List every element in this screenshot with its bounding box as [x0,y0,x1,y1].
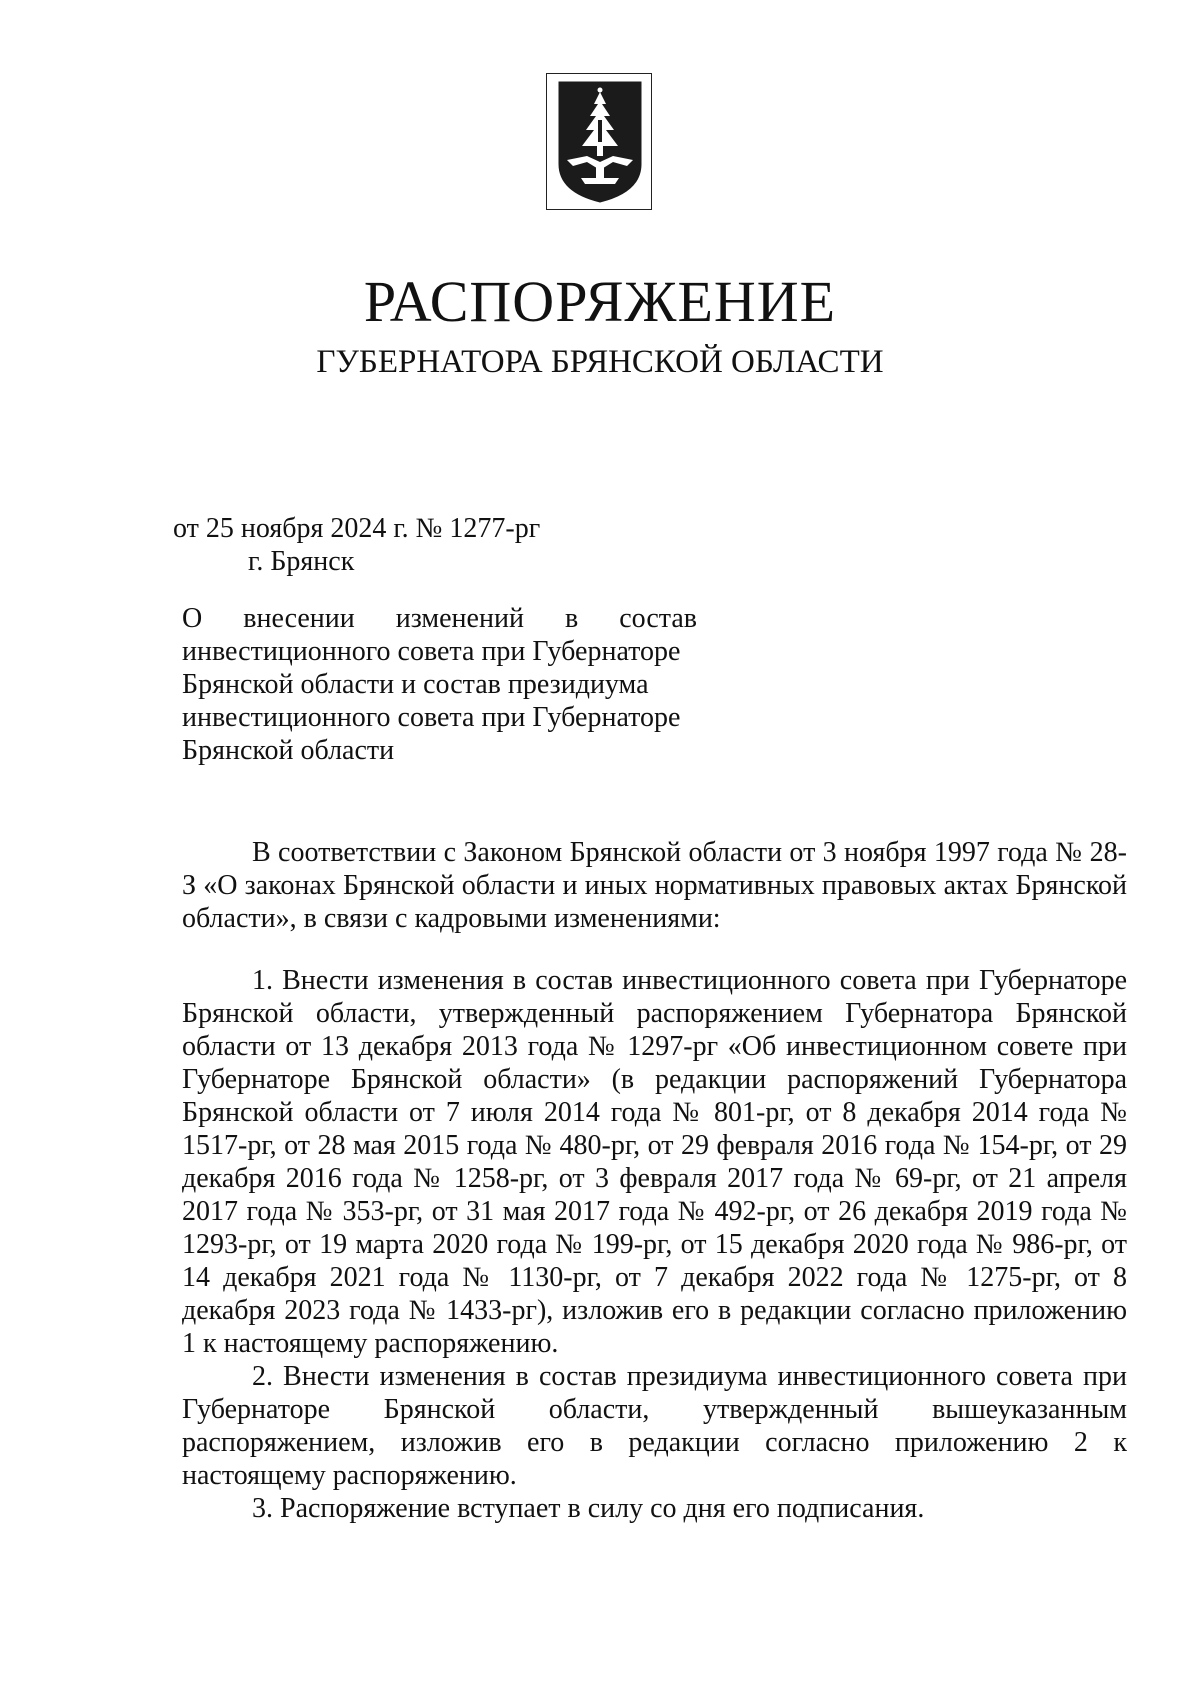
preamble-text: В соответствии с Законом Брянской области от 3 ноября 1997 года № 28-З «О законах Брянской области и иных нормативных правовых актах Брянской области», в связи с кадровыми изменениями: [182,837,1127,934]
heading-line: инвестиционного совета при Губернаторе [182,636,681,667]
order-item-3: 3. Распоряжение вступает в силу со дня его подписания. [252,1493,925,1524]
heading-line: инвестиционного совета при Губернаторе [182,702,681,733]
document-date-number: от 25 ноября 2024 г. № 1277-рг [173,513,541,544]
heading-line: О внесении изменений в состав [182,603,697,634]
order-item-1: 1. Внести изменения в состав инвестиционного совета при Губернаторе Брянской области, утвержденный распоряжением Губернатора Брянской области от 13 декабря 2013 года № 1297-рг «Об инвестиционном совете при Губернаторе Брянской области» (в редакции распоряжений Губернатора Брянской области от 7 июля 2014 года № 801-рг, от 8 декабря 2014 года № 1517-рг, от 28 мая 2015 года № 480-рг, от 29 февраля 2016 года № 154-рг, от 29 декабря 2016 года № 1258-рг, от 3 февраля 2017 года № 69-рг, от 21 апреля 2017 года № 353-рг, от 31 мая 2017 года № 492-рг, от 26 декабря 2019 года № 1293-рг, от 19 марта 2020 года № 199-рг, от 15 декабря 2020 года № 986-рг, от 14 декабря 2021 года № 1130-рг, от 7 декабря 2022 года № 1275-рг, от 8 декабря 2023 года № 1433-рг), изложив его в редакции согласно приложению 1 к настоящему распоряжению. [182,965,1127,1359]
coat-of-arms-icon [557,80,643,204]
heading-line: Брянской области [182,735,395,766]
document-title: РАСПОРЯЖЕНИЕ [363,269,837,334]
preamble [182,836,1127,935]
document-heading [182,602,697,767]
order-items [182,964,1127,1525]
heading-line: Брянской области и состав президиума [182,669,649,700]
order-item-2: 2. Внести изменения в состав президиума инвестиционного совета при Губернаторе Брянской области, утвержденный вышеуказанным распоряжением, изложив его в редакции согласно приложению 2 к настоящему распоряжению. [182,1361,1127,1491]
document-city: г. Брянск [248,546,355,577]
coat-of-arms-emblem [546,73,652,210]
document-subtitle: ГУБЕРНАТОРА БРЯНСКОЙ ОБЛАСТИ [316,344,884,380]
